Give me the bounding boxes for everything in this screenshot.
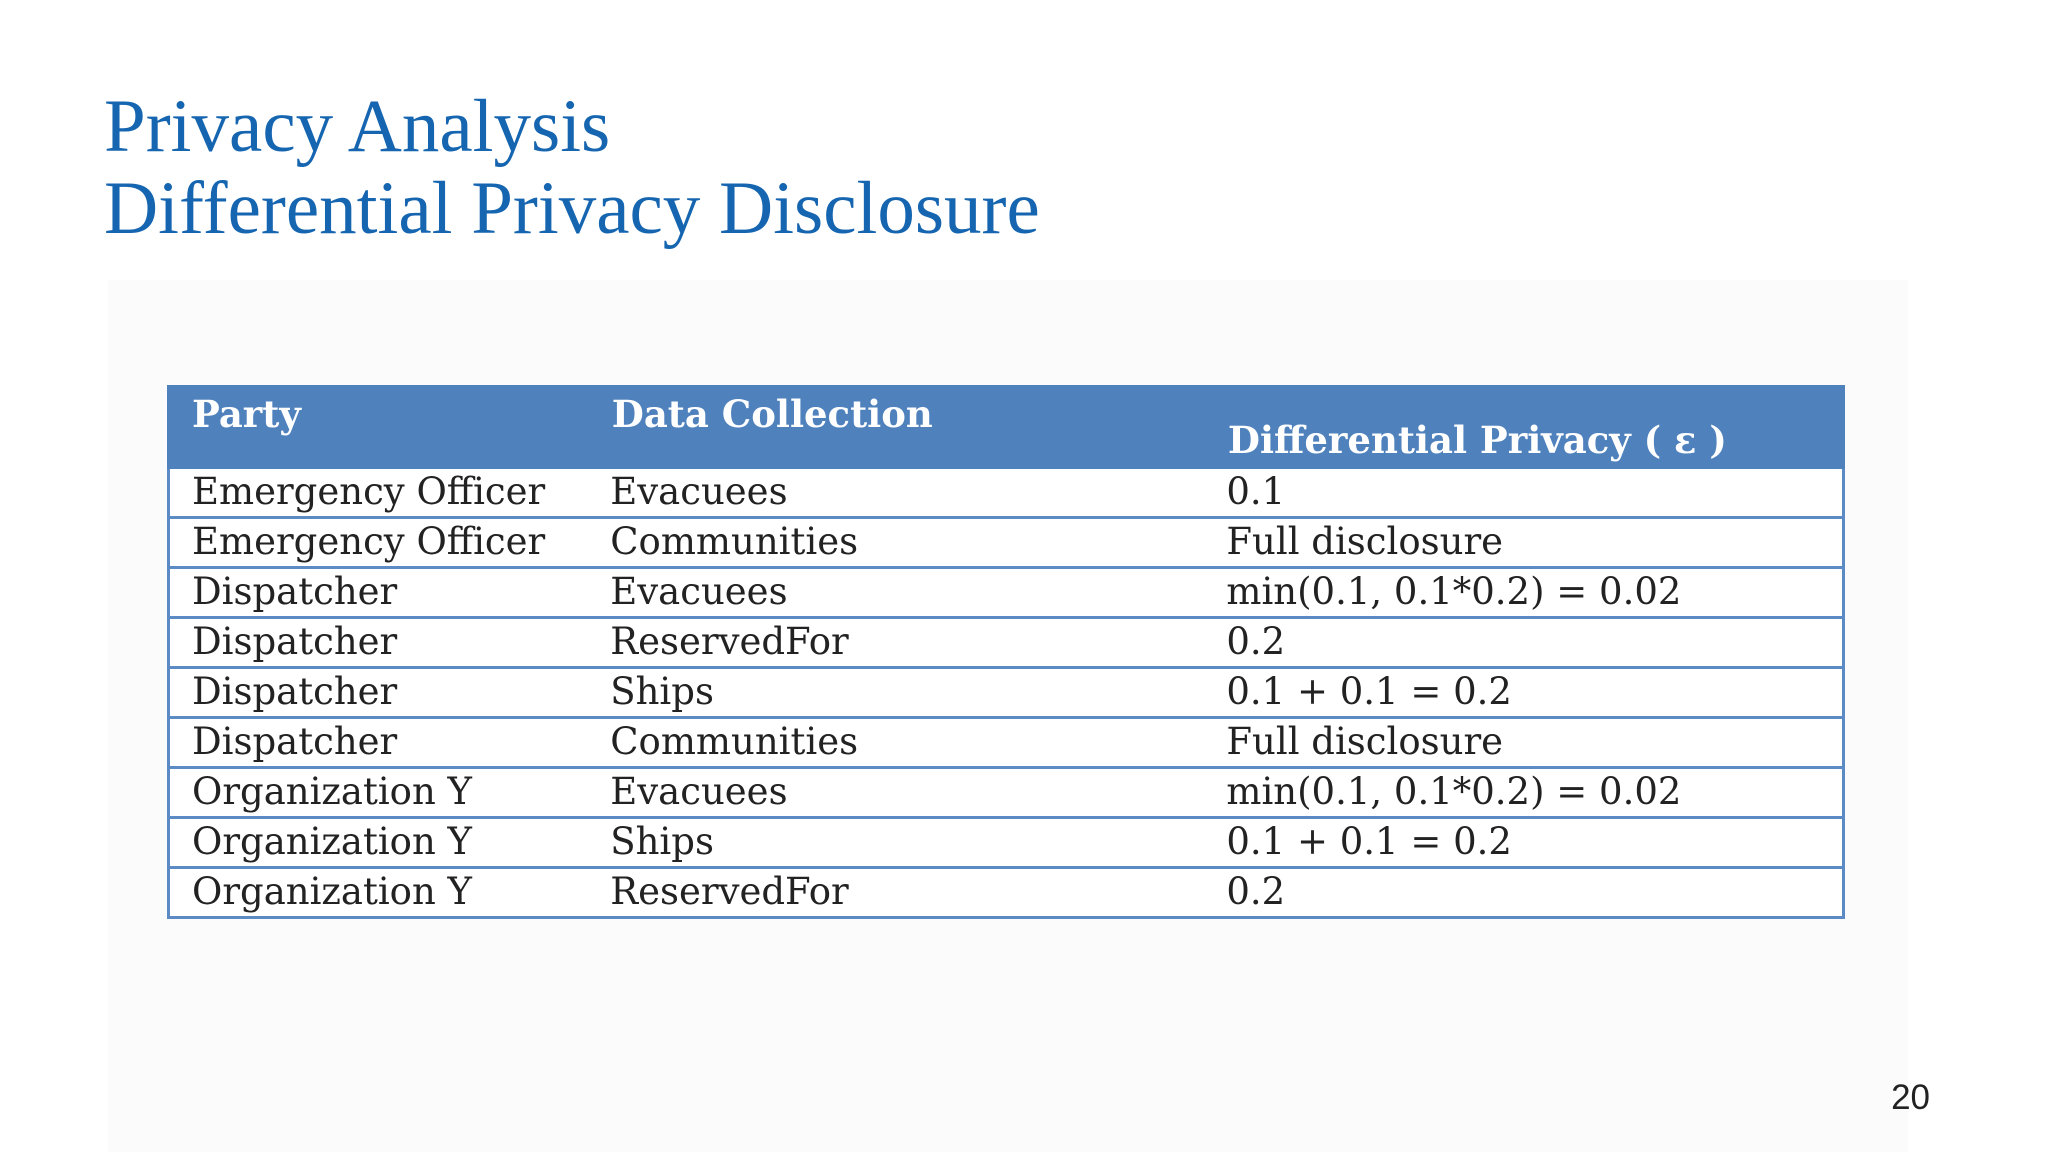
cell-data-collection: Evacuees — [588, 568, 1204, 618]
table-row — [169, 768, 1844, 818]
header-party: Party — [169, 387, 589, 468]
table-row — [169, 618, 1844, 668]
cell-data-collection: ReservedFor — [588, 618, 1204, 668]
cell-party: Emergency Officer — [169, 518, 589, 568]
cell-party: Dispatcher — [169, 568, 589, 618]
cell-data-collection: Evacuees — [588, 768, 1204, 818]
header-data-collection: Data Collection — [588, 387, 1204, 468]
table-row — [169, 468, 1844, 518]
cell-differential-privacy: 0.2 — [1204, 868, 1843, 918]
table-row — [169, 518, 1844, 568]
header-differential-privacy: Differential Privacy ( ε ) — [1204, 387, 1843, 468]
cell-differential-privacy: 0.2 — [1204, 618, 1843, 668]
cell-party: Organization Y — [169, 818, 589, 868]
cell-party: Organization Y — [169, 868, 589, 918]
cell-party: Dispatcher — [169, 718, 589, 768]
slide-title — [104, 86, 1040, 250]
cell-data-collection: Ships — [588, 668, 1204, 718]
cell-party: Emergency Officer — [169, 468, 589, 518]
cell-data-collection: Ships — [588, 818, 1204, 868]
cell-data-collection: Evacuees — [588, 468, 1204, 518]
table-row — [169, 818, 1844, 868]
cell-party: Dispatcher — [169, 668, 589, 718]
cell-differential-privacy: Full disclosure — [1204, 518, 1843, 568]
cell-differential-privacy: 0.1 + 0.1 = 0.2 — [1204, 668, 1843, 718]
cell-data-collection: ReservedFor — [588, 868, 1204, 918]
table-header-row — [169, 387, 1844, 468]
cell-differential-privacy: Full disclosure — [1204, 718, 1843, 768]
cell-differential-privacy: min(0.1, 0.1*0.2) = 0.02 — [1204, 568, 1843, 618]
cell-data-collection: Communities — [588, 518, 1204, 568]
table-row — [169, 568, 1844, 618]
cell-party: Organization Y — [169, 768, 589, 818]
cell-differential-privacy: min(0.1, 0.1*0.2) = 0.02 — [1204, 768, 1843, 818]
page-number: 20 — [1891, 1078, 1930, 1117]
title-line-1: Privacy Analysis — [104, 85, 611, 168]
table-row — [169, 668, 1844, 718]
table-row — [169, 868, 1844, 918]
privacy-table — [167, 385, 1845, 919]
cell-data-collection: Communities — [588, 718, 1204, 768]
cell-differential-privacy: 0.1 — [1204, 468, 1843, 518]
cell-party: Dispatcher — [169, 618, 589, 668]
cell-differential-privacy: 0.1 + 0.1 = 0.2 — [1204, 818, 1843, 868]
title-line-2: Differential Privacy Disclosure — [104, 167, 1040, 250]
table-row — [169, 718, 1844, 768]
